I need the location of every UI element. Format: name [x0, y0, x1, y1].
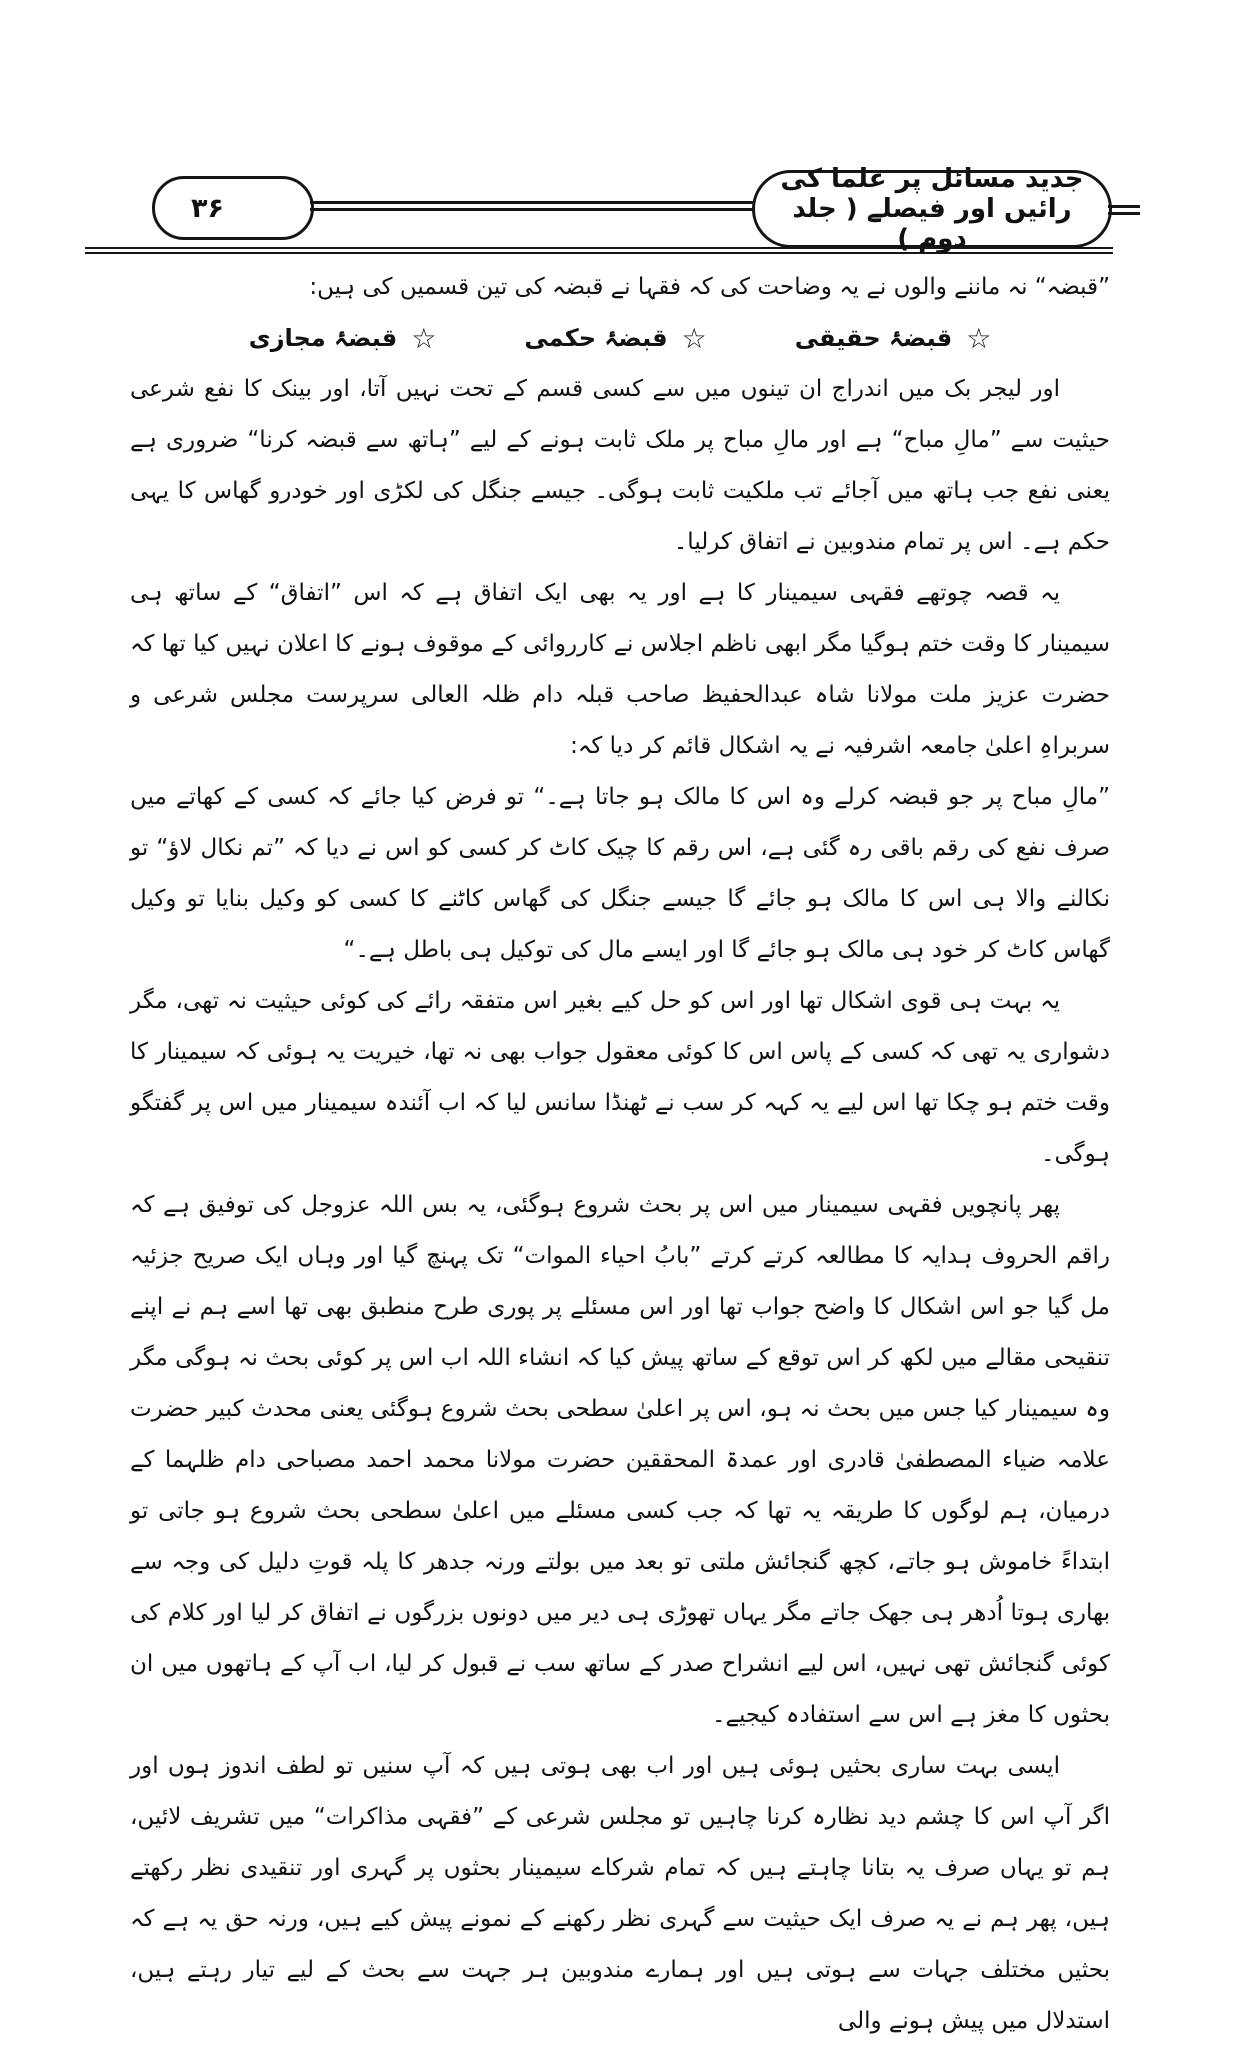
body-paragraph: یہ بہت ہی قوی اشکال تھا اور اس کو حل کیے بغیر اس متفقہ رائے کی کوئی حیثیت نہ تھی، مگر دشواری یہ تھی کہ کسی کے پاس اس کا کوئی معقول جواب بھی نہ تھا، خیریت یہ ہوئی کہ سیمینار کا وقت ختم ہو چکا تھا اس لیے یہ کہہ کر سب نے ٹھنڈا سانس لیا کہ اب آئندہ سیمینار میں اس پر گفتگو ہوگی۔	[130, 988, 1110, 1167]
header-divider-rule	[85, 247, 1113, 254]
qabza-type-item	[249, 313, 437, 364]
body-paragraph: اور لیجر بک میں اندراج ان تینوں میں سے کسی قسم کے تحت نہیں آتا، اور بینک کا نفع شرعی حیثیت سے ”مالِ مباح“ ہے اور مالِ مباح پر ملک ثابت ہونے کے لیے ”ہاتھ سے قبضہ کرنا“ ضروری ہے یعنی نفع جب ہاتھ میں آجائے تب ملکیت ثابت ہوگی۔ جیسے جنگل کی لکڑی اور خودرو گھاس کا یہی حکم ہے۔ اس پر تمام مندوبین نے اتفاق کرلیا۔	[130, 376, 1110, 555]
qabza-type-label: قبضۂ مجازی	[248, 324, 398, 352]
body-paragraph: یہ قصہ چوتھے فقہی سیمینار کا ہے اور یہ بھی ایک اتفاق ہے کہ اس ”اتفاق“ کے ساتھ ہی سیمینار کا وقت ختم ہوگیا مگر ابھی ناظم اجلاس نے کارروائی کے موقوف ہونے کا اعلان نہیں کیا تھا کہ حضرت عزیز ملت مولانا شاہ عبدالحفیظ صاحب قبلہ دام ظلہ العالی سرپرست مجلس شرعی و سربراہِ اعلیٰ جامعہ اشرفیہ نے یہ اشکال قائم کر دیا کہ:	[130, 580, 1110, 759]
qabza-type-label: قبضۂ حقیقی	[794, 324, 953, 352]
qabza-types-row	[130, 313, 1110, 364]
page-number: ۳۶	[191, 192, 224, 224]
quote-paragraph: ”مالِ مباح پر جو قبضہ کرلے وہ اس کا مالک ہو جاتا ہے۔“ تو فرض کیا جائے کہ کسی کے کھاتے میں صرف نفع کی رقم باقی رہ گئی ہے، اس رقم کا چیک کاٹ کر کسی کو اس نے دیا کہ ”تم نکال لاؤ“ تو نکالنے والا ہی اس کا مالک ہو جائے گا جیسے جنگل کی گھاس کاٹنے کا کسی کو وکیل بنایا تو وکیل گھاس کاٹ کر خود ہی مالک ہو جائے گا اور ایسے مال کی توکیل ہی باطل ہے۔“	[130, 784, 1110, 963]
page-body	[130, 262, 1110, 2047]
star-icon: ☆	[681, 321, 707, 355]
qabza-type-label: قبضۂ حکمی	[524, 324, 668, 352]
page-number-badge	[152, 176, 314, 240]
body-paragraph: ایسی بہت ساری بحثیں ہوئی ہیں اور اب بھی ہوتی ہیں کہ آپ سنیں تو لطف اندوز ہوں اور اگر آپ اس کا چشم دید نظارہ کرنا چاہیں تو مجلس شرعی کے ”فقہی مذاکرات“ میں تشریف لائیں، ہم تو یہاں صرف یہ بتانا چاہتے ہیں کہ تمام شرکاے سیمینار بحثوں پر گہری اور تنقیدی نظر رکھتے ہیں، پھر ہم نے یہ صرف ایک حیثیت سے گہری نظر رکھنے کے نمونے پیش کیے ہیں، ورنہ حق یہ ہے کہ بحثیں مختلف جہات سے ہوتی ہیں اور ہمارے مندوبین ہر جہت سے بحث کے لیے تیار رہتے ہیں، استدلال میں پیش ہونے والی	[130, 1753, 1110, 2034]
qabza-type-item	[524, 313, 706, 364]
qabza-type-item	[795, 313, 992, 364]
header-right-rule	[1108, 205, 1140, 215]
book-title-badge	[752, 164, 1112, 254]
star-icon: ☆	[411, 321, 437, 355]
header-connector-rule	[310, 201, 756, 211]
star-icon: ☆	[966, 321, 992, 355]
book-title: جدید مسائل پر علما کی رائیں اور فیصلے ( جلد دوم )	[780, 164, 1084, 254]
intro-paragraph: ”قبضہ“ نہ ماننے والوں نے یہ وضاحت کی کہ فقہا نے قبضہ کی تین قسمیں کی ہیں:	[309, 274, 1110, 300]
body-paragraph: پھر پانچویں فقہی سیمینار میں اس پر بحث شروع ہوگئی، یہ بس اللہ عزوجل کی توفیق ہے کہ راقم الحروف ہدایہ کا مطالعہ کرتے کرتے ”بابُ احیاء الموات“ تک پہنچ گیا اور وہاں ایک صریح جزئیہ مل گیا جو اس اشکال کا واضح جواب تھا اور اس مسئلے پر پوری طرح منطبق بھی تھا اسے ہم نے اپنے تنقیحی مقالے میں لکھ کر اس توقع کے ساتھ پیش کیا کہ انشاء اللہ اب اس پر کوئی بحث نہ ہوگی مگر وہ سیمینار کیا جس میں بحث نہ ہو، اس پر اعلیٰ سطحی بحث شروع ہوگئی یعنی محدث کبیر حضرت علامہ ضیاء المصطفیٰ قادری اور عمدۃ المحققین حضرت مولانا محمد احمد مصباحی دام ظلہما کے درمیان، ہم لوگوں کا طریقہ یہ تھا کہ جب کسی مسئلے میں اعلیٰ سطحی بحث شروع ہو جاتی تو ابتداءً خاموش ہو جاتے، کچھ گنجائش ملتی تو بعد میں بولتے ورنہ جدھر کا پلہ قوتِ دلیل کی وجہ سے بھاری ہوتا اُدھر ہی جھک جاتے مگر یہاں تھوڑی ہی دیر میں دونوں بزرگوں نے اتفاق کر لیا اور کلام کی کوئی گنجائش تھی نہیں، اس لیے انشراح صدر کے ساتھ سب نے قبول کر لیا، اب آپ کے ہاتھوں میں ان بحثوں کا مغز ہے اس سے استفادہ کیجیے۔	[130, 1192, 1110, 1728]
